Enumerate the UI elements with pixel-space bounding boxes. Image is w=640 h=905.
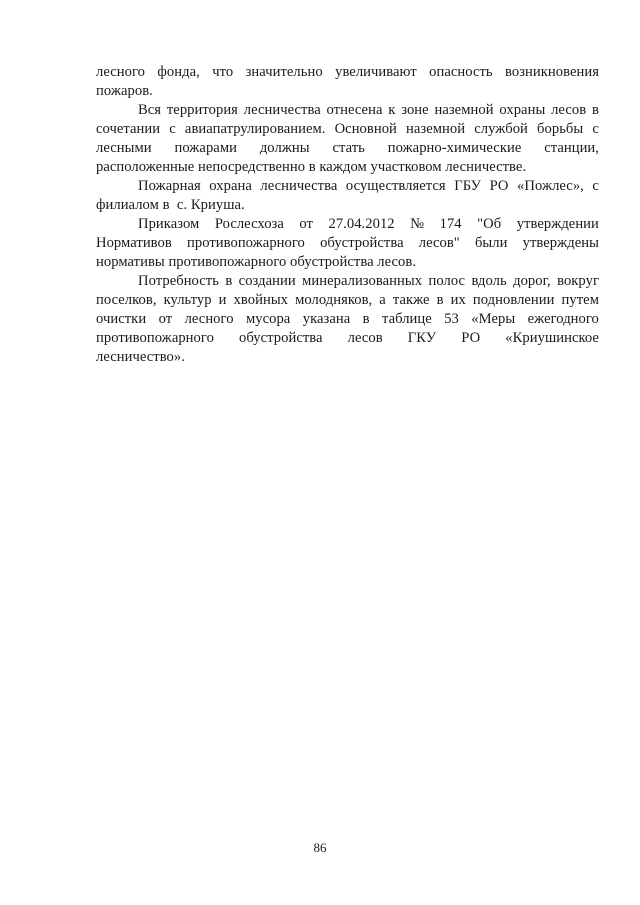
- paragraph-1-line-1: лесного фонда, что значительно увеличивают опасность возникновения: [96, 64, 599, 80]
- paragraph-4-line-2: Нормативов противопожарного обустройства лесов" были утверждены: [96, 235, 599, 251]
- paragraph-2-line-1: Вся территория лесничества отнесена к зоне наземной охраны лесов в: [138, 102, 599, 118]
- paragraph-5-line-2: поселков, культур и хвойных молодняков, а также в их подновлении путем: [96, 292, 599, 308]
- paragraph-3-line-1: Пожарная охрана лесничества осуществляется ГБУ РО «Пожлес», с: [138, 178, 599, 194]
- paragraph-5-line-3: очистки от лесного мусора указана в таблице 53 «Меры ежегодного: [96, 311, 599, 327]
- page-number: 86: [313, 840, 327, 855]
- paragraph-5-line-4: противопожарного обустройства лесов ГКУ РО «Криушинское: [96, 330, 599, 346]
- paragraph-1-line-2: пожаров.: [96, 83, 153, 99]
- paragraph-4-line-3: нормативы противопожарного обустройства лесов.: [96, 254, 417, 270]
- paragraph-2-line-3: лесными пожарами должны стать пожарно-химические станции,: [96, 140, 599, 156]
- paragraph-4-line-1: Приказом Рослесхоза от 27.04.2012 № 174 "Об утверждении: [138, 216, 599, 232]
- paragraph-2-line-4: расположенные непосредственно в каждом участковом лесничестве.: [96, 159, 527, 175]
- body-text: [96, 63, 599, 367]
- paragraph-5-line-1: Потребность в создании минерализованных полос вдоль дорог, вокруг: [138, 273, 599, 289]
- paragraph-2-line-2: сочетании с авиапатрулированием. Основной наземной службой борьбы с: [96, 121, 599, 137]
- paragraph-3-line-2: филиалом в с. Криуша.: [96, 197, 245, 213]
- paragraph-5-line-5: лесничество».: [96, 349, 185, 365]
